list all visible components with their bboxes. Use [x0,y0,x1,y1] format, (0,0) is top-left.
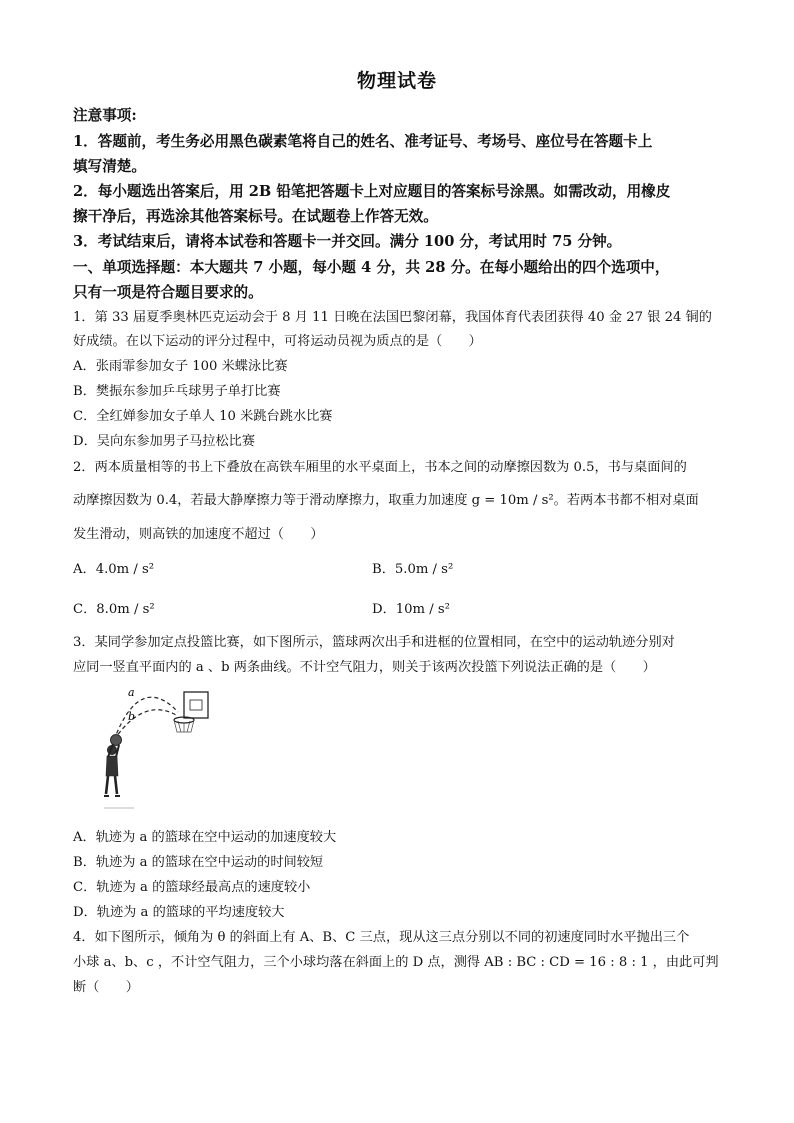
q4-stem-line-3: 断（ ） [73,980,139,995]
page-title: 物理试卷 [356,70,437,92]
notice-item-2-line-1: 2．每小题选出答案后，用 2B 铅笔把答题卡上对应题目的答案标号涂黑。如需改动，用橡皮 [73,183,671,200]
q2-option-a: A．4.0m / s² [73,562,155,577]
q3-stem-line-2: 应同一竖直平面内的 a 、b 两条曲线。不计空气阻力，则关于该两次投篮下列说法正确的是（ ） [73,660,656,675]
trajectory-label-b: b [128,710,136,723]
trajectory-label-a: a [128,686,135,699]
backboard [184,692,208,718]
section-1-heading-line-1: 一、单项选择题：本大题共 7 小题，每小题 4 分，共 28 分。在每小题给出的四个选项中， [73,259,670,276]
q3-option-d: D．轨迹为 a 的篮球的平均速度较大 [73,905,285,920]
q2-stem-line-3: 发生滑动，则高铁的加速度不超过（ ） [73,527,324,542]
q1-option-b: B．樊振东参加乒乓球男子单打比赛 [73,384,281,399]
q2-stem-line-2: 动摩擦因数为 0.4，若最大静摩擦力等于滑动摩擦力，取重力加速度 g = 10m / s²。若两本书都不相对桌面 [73,493,699,508]
q3-option-b: B．轨迹为 a 的篮球在空中运动的时间较短 [73,855,324,870]
notice-heading: 注意事项: [73,107,137,124]
notice-item-1-line-2: 填写清楚。 [73,158,146,175]
q4-stem-line-1: 4．如下图所示，倾角为 θ 的斜面上有 A、B、C 三点，现从这三点分别以不同的初速度同时水平抛出三个 [73,930,690,945]
q2-option-b: B．5.0m / s² [372,562,454,577]
q2-option-c: C．8.0m / s² [73,602,155,617]
q2-stem-line-1: 2．两本质量相等的书上下叠放在高铁车厢里的水平桌面上，书本之间的动摩擦因数为 0.5，书与桌面间的 [73,460,687,475]
q3-option-a: A．轨迹为 a 的篮球在空中运动的加速度较大 [73,830,337,845]
q3-option-c: C．轨迹为 a 的篮球经最高点的速度较小 [73,880,311,895]
player [104,744,120,796]
q4-stem-line-2: 小球 a、b、c ，不计空气阻力，三个小球均落在斜面上的 D 点，测得 AB : BC : CD = 16 : 8 : 1 ，由此可判 [73,955,719,970]
notice-item-3: 3．考试结束后，请将本试卷和答题卡一并交回。满分 100 分，考试用时 75 分钟。 [73,233,622,250]
q1-stem-line-2: 好成绩。在以下运动的评分过程中，可将运动员视为质点的是（ ） [73,334,482,349]
section-1-heading-line-2: 只有一项是符合题目要求的。 [73,284,263,301]
notice-item-2-line-2: 擦干净后，再选涂其他答案标号。在试题卷上作答无效。 [73,208,438,225]
q1-option-a: A．张雨霏参加女子 100 米蝶泳比赛 [73,359,288,374]
trajectory-b [114,710,178,740]
q3-stem-line-1: 3．某同学参加定点投篮比赛，如下图所示，篮球两次出手和进框的位置相同，在空中的运动轨迹分别对 [73,635,675,650]
q1-stem-line-1: 1．第 33 届夏季奥林匹克运动会于 8 月 11 日晚在法国巴黎闭幕，我国体育代表团获得 40 金 27 银 24 铜的 [73,310,712,325]
basketball-figure [104,682,224,812]
q1-option-c: C．全红婵参加女子单人 10 米跳台跳水比赛 [73,409,333,424]
q2-option-d: D．10m / s² [372,602,450,617]
trajectory-a [114,697,178,740]
notice-item-1-line-1: 1．答题前，考生务必用黑色碳素笔将自己的姓名、准考证号、考场号、座位号在答题卡上 [73,133,653,150]
q1-option-d: D．吴向东参加男子马拉松比赛 [73,434,256,449]
